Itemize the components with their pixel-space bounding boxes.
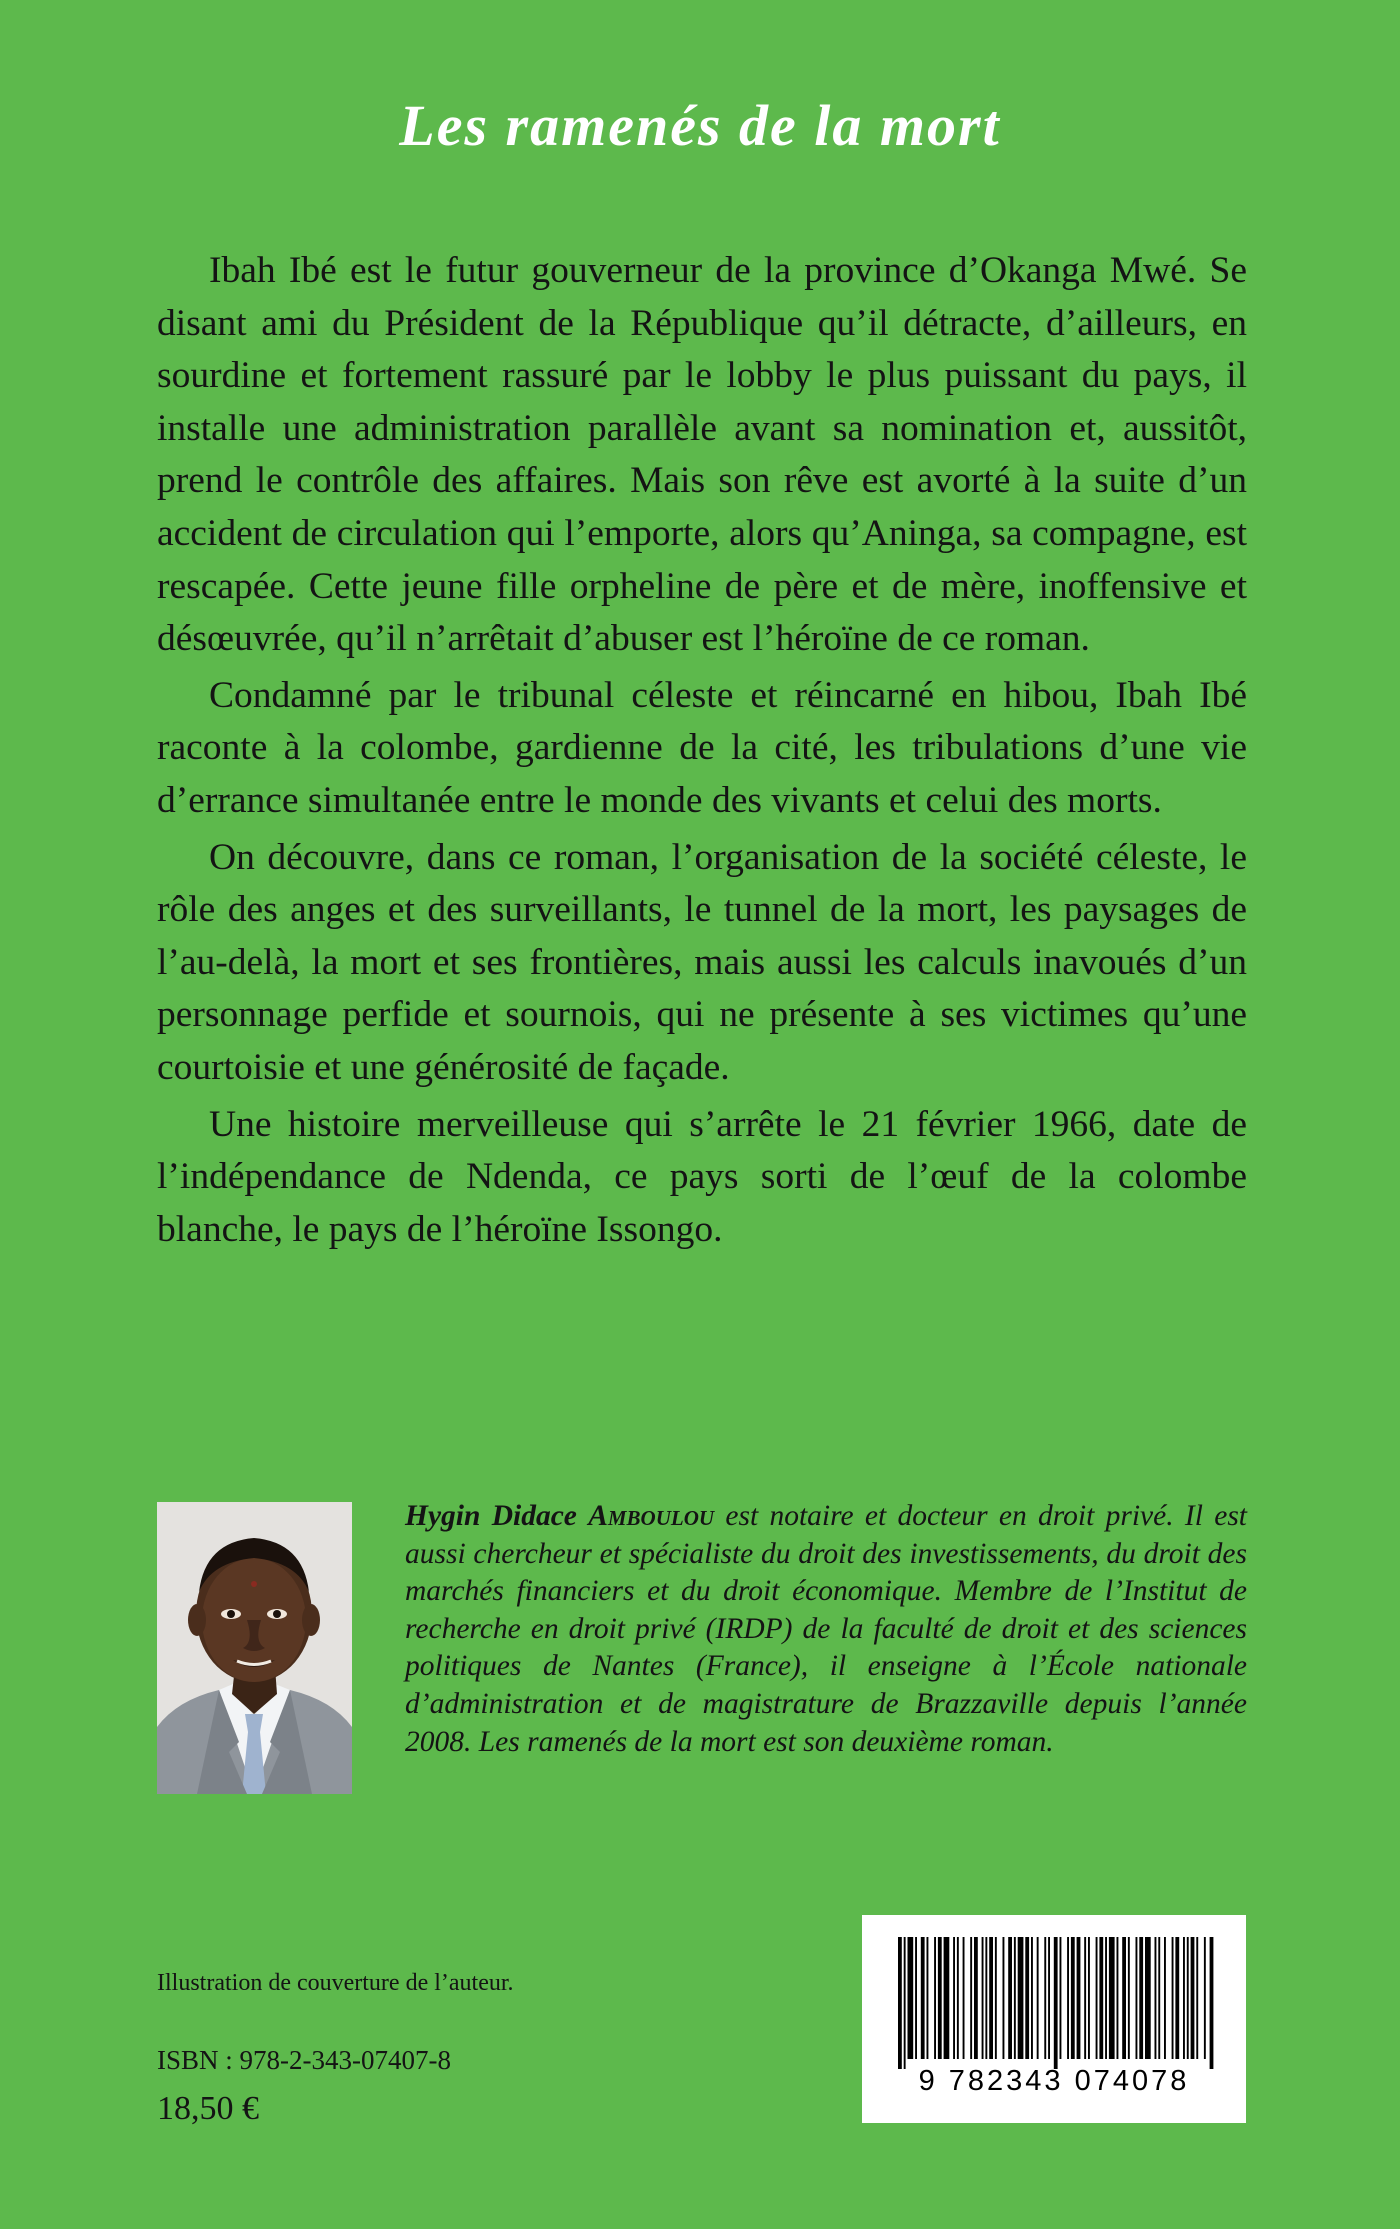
barcode-bar bbox=[944, 1937, 950, 2059]
barcode-bar bbox=[1158, 1937, 1160, 2059]
barcode-bar bbox=[985, 1937, 987, 2059]
barcode-bar bbox=[1164, 1937, 1166, 2059]
barcode-bar bbox=[1071, 1937, 1075, 2059]
barcode-bar bbox=[934, 1937, 936, 2059]
author-first-names: Hygin Didace bbox=[405, 1500, 577, 1532]
barcode-bar bbox=[1196, 1937, 1198, 2059]
barcode-digits: 9 782343 074078 bbox=[918, 2065, 1190, 2097]
barcode-bar bbox=[915, 1937, 917, 2059]
barcode-bar bbox=[898, 1937, 902, 2069]
barcode-bar bbox=[921, 1937, 925, 2059]
barcode-bar bbox=[1122, 1937, 1126, 2059]
barcode-bar bbox=[989, 1937, 993, 2059]
barcode-bar bbox=[982, 1937, 984, 2059]
barcode-bar bbox=[1172, 1937, 1174, 2059]
barcode-bar bbox=[1105, 1937, 1107, 2059]
barcode-bar bbox=[1084, 1937, 1086, 2059]
author-bio-text: est notaire et docteur en droit privé. Il est aussi chercheur et spécialiste du droit des investissements, du droit des marchés financiers et du droit économique. Membre de l’Institut de recherche en droit privé (IRDP) de la faculté de droit et des sciences politiques de Nantes (France), il enseigne à l’École nationale d’administration et de magistrature de Brazzaville depuis l’année 2008. Les ramenés de la mort est son deuxième roman. bbox=[405, 1500, 1247, 1758]
barcode-bar bbox=[1054, 1937, 1058, 2069]
barcode-bar bbox=[1183, 1937, 1185, 2059]
barcode-bar bbox=[1067, 1937, 1069, 2059]
barcode-bar bbox=[1136, 1937, 1138, 2059]
price: 18,50 € bbox=[157, 2090, 259, 2127]
barcode bbox=[862, 1915, 1246, 2123]
summary-paragraph: Condamné par le tribunal céleste et réincarné en hibou, Ibah Ibé raconte à la colombe, gardienne de la cité, les tribulations d’une vie d’errance simultanée entre le monde des vivants et celui des morts. bbox=[157, 674, 1247, 821]
barcode-bar bbox=[1099, 1937, 1103, 2059]
barcode-bar bbox=[1060, 1937, 1062, 2059]
barcode-bar bbox=[1145, 1937, 1151, 2059]
barcode-bar bbox=[1018, 1937, 1024, 2059]
barcode-bar bbox=[1128, 1937, 1130, 2059]
barcode-bar bbox=[1014, 1937, 1016, 2059]
author-photo bbox=[157, 1502, 352, 1794]
barcode-bar bbox=[1204, 1937, 1206, 2059]
barcode-bar bbox=[970, 1937, 972, 2059]
cover-illustration-credit: Illustration de couverture de l’auteur. bbox=[157, 1970, 514, 1996]
author-surname: Amboulou bbox=[588, 1500, 715, 1532]
barcode-bar bbox=[1048, 1937, 1050, 2059]
book-summary bbox=[157, 245, 1247, 1260]
author-bio bbox=[405, 1498, 1247, 1761]
barcode-bar bbox=[1187, 1937, 1189, 2059]
barcode-bar bbox=[938, 1937, 942, 2059]
barcode-bar bbox=[1155, 1937, 1157, 2059]
barcode-bar bbox=[1191, 1937, 1195, 2059]
barcode-bar bbox=[974, 1937, 978, 2059]
isbn: ISBN : 978-2-343-07407-8 bbox=[157, 2045, 451, 2075]
barcode-bar bbox=[927, 1937, 929, 2059]
barcode-bar bbox=[1175, 1937, 1179, 2059]
barcode-bar bbox=[995, 1937, 997, 2059]
barcode-bar bbox=[1088, 1937, 1090, 2059]
barcode-bar bbox=[1031, 1937, 1033, 2059]
barcode-bar bbox=[953, 1937, 955, 2059]
barcode-bar bbox=[1210, 1937, 1214, 2069]
author-portrait-illustration bbox=[157, 1502, 352, 1794]
barcode-bar bbox=[908, 1937, 914, 2059]
barcode-bar bbox=[1139, 1937, 1143, 2059]
barcode-bar bbox=[963, 1937, 965, 2059]
barcode-bar bbox=[1003, 1937, 1005, 2059]
summary-paragraph: On découvre, dans ce roman, l’organisation de la société céleste, le rôle des anges et des surveillants, le tunnel de la mort, les paysages de l’au-delà, la mort et ses frontières, mais aussi les calculs inavoués d’un personnage perfide et sournois, qui ne présente à ses victimes qu’une courtoisie et une générosité de façade. bbox=[157, 836, 1247, 1088]
author-name bbox=[405, 1500, 714, 1532]
barcode-bar bbox=[1044, 1937, 1046, 2059]
barcode-bar bbox=[1117, 1937, 1119, 2059]
barcode-bar bbox=[1077, 1937, 1081, 2059]
barcode-bar bbox=[1096, 1937, 1098, 2059]
summary-paragraph: Une histoire merveilleuse qui s’arrête le 21 février 1966, date de l’indépendance de Ndenda, ce pays sorti de l’œuf de la colombe blanche, le pays de l’héroïne Issongo. bbox=[157, 1103, 1247, 1250]
barcode-bar bbox=[904, 1937, 906, 2069]
book-title: Les ramenés de la mort bbox=[399, 93, 1001, 158]
barcode-bar bbox=[957, 1937, 959, 2059]
summary-paragraph: Ibah Ibé est le futur gouverneur de la province d’Okanga Mwé. Se disant ami du Président de la République qu’il détracte, d’ailleurs, en sourdine et fortement rassuré par le lobby le plus puissant du pays, il installe une administration parallèle avant sa nomination et, aussitôt, prend le contrôle des affaires. Mais son rêve est avorté à la suite d’un accident de circulation qui l’emporte, alors qu’Aninga, sa compagne, est rescapée. Cette jeune fille orpheline de père et de mère, inoffensive et désœuvrée, qu’il n’arrêtait d’abuser est l’héroïne de ce roman. bbox=[157, 250, 1247, 660]
barcode-bar bbox=[1037, 1937, 1039, 2059]
barcode-bar bbox=[1025, 1937, 1029, 2059]
barcode-bar bbox=[1109, 1937, 1115, 2059]
barcode-bar bbox=[1008, 1937, 1012, 2059]
